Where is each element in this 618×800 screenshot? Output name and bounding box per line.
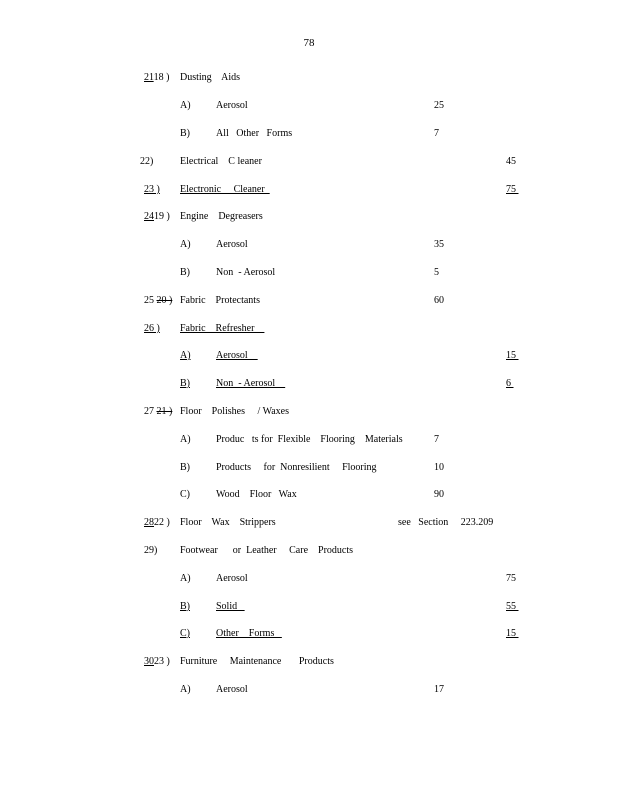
item-number-old: 19 ) [154, 211, 170, 222]
list-item [0, 350, 618, 364]
list-item [0, 462, 618, 476]
voc-value: 25 [434, 100, 444, 111]
sub-item-letter: B) [180, 601, 190, 612]
sub-item-label: Wood Floor Wax [216, 489, 297, 500]
sub-item-label: Aerosol [216, 684, 248, 695]
sub-item-label: Aerosol [216, 239, 248, 250]
item-label: Floor Wax Strippers [180, 517, 276, 528]
list-item [0, 656, 618, 670]
list-item [0, 573, 618, 587]
item-number-deleted: 20 ) [156, 295, 173, 306]
voc-value: 60 [434, 295, 444, 306]
sub-item-label: Non - Aerosol [216, 267, 276, 278]
item-number [144, 72, 169, 83]
sub-item-letter: C) [180, 628, 190, 639]
sub-item-label: Produc ts for Flexible Flooring Materials [216, 434, 403, 445]
item-label: Fabric Protectants [180, 295, 260, 306]
list-item [0, 406, 618, 420]
list-item [0, 323, 618, 337]
item-number-new: 25 [144, 295, 157, 306]
list-item [0, 184, 618, 198]
voc-value: 15 [506, 628, 519, 639]
list-item [0, 128, 618, 142]
list-item [0, 684, 618, 698]
item-number: 26 ) [144, 323, 160, 334]
voc-value: 10 [434, 462, 444, 473]
item-number: 23 ) [144, 184, 160, 195]
sub-item-letter: A) [180, 350, 191, 361]
item-number-new: 24 [144, 211, 154, 222]
sub-item-label: Other Forms [216, 628, 282, 639]
list-item [0, 489, 618, 503]
sub-item-letter: A) [180, 100, 191, 111]
item-number-new: 21 [144, 72, 154, 83]
item-number-old: 18 ) [153, 72, 170, 83]
list-item [0, 72, 618, 86]
see-section-reference: see Section 223.209 [398, 517, 494, 528]
voc-value: 6 [506, 378, 514, 389]
item-number [144, 211, 170, 222]
sub-item-letter: A) [180, 239, 191, 250]
item-number-new: 27 [144, 406, 157, 417]
item-number [144, 406, 172, 417]
list-item [0, 434, 618, 448]
sub-item-label: Aerosol [216, 573, 248, 584]
page-number: 78 [303, 37, 315, 49]
list-item [0, 267, 618, 281]
item-number-deleted: 21 ) [156, 406, 173, 417]
sub-item-letter: A) [180, 573, 191, 584]
voc-value: 45 [506, 156, 516, 167]
sub-item-label: Aerosol [216, 100, 248, 111]
item-label: Furniture Maintenance Products [180, 656, 334, 667]
list-item [0, 295, 618, 309]
list-item [0, 156, 618, 170]
voc-value: 7 [434, 128, 439, 139]
sub-item-label: All Other Forms [216, 128, 293, 139]
voc-value: 90 [434, 489, 444, 500]
voc-value: 17 [434, 684, 444, 695]
item-label: Electronic Cleaner [180, 184, 270, 195]
sub-item-label: Solid [216, 601, 245, 612]
voc-value: 75 [506, 184, 519, 195]
voc-value: 15 [506, 350, 519, 361]
sub-item-letter: A) [180, 684, 191, 695]
list-item [0, 545, 618, 559]
item-label: Footwear or Leather Care Products [180, 545, 354, 556]
voc-value: 35 [434, 239, 444, 250]
list-item [0, 517, 618, 531]
item-number-old: 23 ) [154, 656, 170, 667]
sub-item-letter: B) [180, 462, 190, 473]
list-item [0, 628, 618, 642]
item-label: Dusting Aids [180, 72, 241, 83]
sub-item-letter: A) [180, 434, 191, 445]
list-item [0, 239, 618, 253]
item-number: 29) [144, 545, 158, 556]
sub-item-label: Aerosol [216, 350, 258, 361]
item-number-new: 28 [144, 517, 154, 528]
voc-value: 5 [434, 267, 439, 278]
item-number [144, 656, 170, 667]
sub-item-label: Non - Aerosol [216, 378, 286, 389]
list-item [0, 211, 618, 225]
voc-value: 55 [506, 601, 519, 612]
sub-item-letter: B) [180, 267, 190, 278]
item-label: Fabric Refresher [180, 323, 265, 334]
item-number-new: 30 [144, 656, 154, 667]
list-item [0, 100, 618, 114]
item-number-old: 22 ) [154, 517, 170, 528]
list-item [0, 378, 618, 392]
item-number [144, 517, 170, 528]
item-label: Electrical C leaner [180, 156, 262, 167]
voc-value: 7 [434, 434, 439, 445]
sub-item-letter: B) [180, 128, 190, 139]
list-item [0, 601, 618, 615]
sub-item-letter: C) [180, 489, 190, 500]
item-number: 22) [140, 156, 154, 167]
sub-item-letter: B) [180, 378, 190, 389]
sub-item-label: Products for Nonresilient Flooring [216, 462, 377, 473]
item-label: Floor Polishes / Waxes [180, 406, 290, 417]
item-number [144, 295, 172, 306]
item-label: Engine Degreasers [180, 211, 263, 222]
voc-value: 75 [506, 573, 516, 584]
